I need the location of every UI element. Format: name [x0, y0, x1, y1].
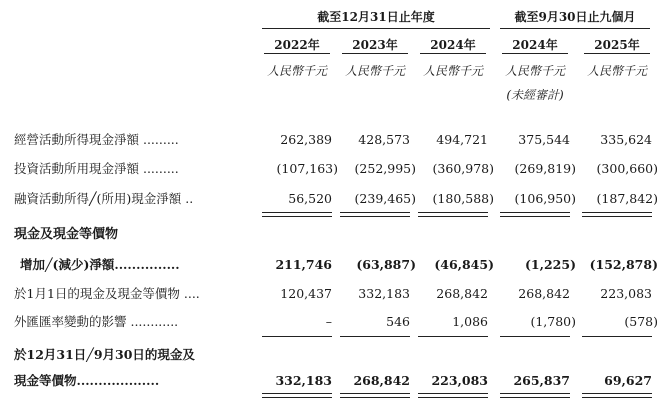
divider	[262, 393, 332, 398]
cell-2024-9m: (1,225)	[525, 257, 576, 272]
cell-2023: (252,995)	[354, 161, 416, 176]
divider	[262, 336, 332, 337]
cell-2024: 494,721	[436, 132, 488, 147]
cell-2024-9m: 265,837	[513, 373, 570, 388]
unit-label-5: 人民幣千元	[586, 64, 647, 78]
cell-2025-9m: (187,842)	[596, 191, 658, 206]
cell-2024: 1,086	[452, 314, 488, 329]
table-row	[0, 370, 660, 392]
year-header-3: 2024年	[430, 38, 476, 52]
row-label: 投資活動所用現金淨額 .........	[14, 161, 179, 176]
group-header-nine-months: 截至9月30日止九個月	[514, 10, 636, 24]
group-header-annual: 截至12月31日止年度	[317, 10, 435, 24]
unaudited-label: (未經審計)	[506, 88, 564, 102]
cell-2024: (360,978)	[432, 161, 494, 176]
cell-2022: –	[325, 314, 332, 329]
divider	[340, 393, 410, 398]
divider	[500, 393, 570, 398]
cell-2024-9m: 375,544	[518, 132, 570, 147]
cell-2023: 428,573	[358, 132, 410, 147]
divider	[418, 393, 488, 398]
year-rule-4	[502, 53, 568, 54]
year-header-1: 2022年	[274, 38, 320, 52]
cell-2024: (46,845)	[434, 257, 494, 272]
cell-2022: 262,389	[280, 132, 332, 147]
cell-2024-9m: (269,819)	[514, 161, 576, 176]
divider	[418, 336, 488, 337]
divider	[582, 393, 652, 398]
table-row	[0, 129, 660, 151]
table-row	[0, 158, 660, 180]
divider	[418, 212, 488, 217]
row-label: 外匯匯率變動的影響 ............	[14, 314, 179, 329]
cell-2022: 211,746	[275, 257, 332, 272]
divider	[500, 336, 570, 337]
cell-2024-9m: (106,950)	[514, 191, 576, 206]
table-row	[0, 188, 660, 210]
cell-2022: 56,520	[288, 191, 332, 206]
unit-label-3: 人民幣千元	[422, 64, 483, 78]
table-row	[0, 311, 660, 333]
row-label: 於1月1日的現金及現金等價物 ....	[14, 286, 200, 301]
cell-2023: 268,842	[353, 373, 410, 388]
year-header-4: 2024年	[512, 38, 558, 52]
divider	[582, 336, 652, 337]
cell-2025-9m: 69,627	[604, 373, 652, 388]
row-label: 融資活動所得╱(所用)現金淨額 ..	[14, 191, 194, 206]
table-row	[0, 283, 660, 305]
year-rule-5	[584, 53, 650, 54]
year-rule-1	[264, 53, 330, 54]
year-rule-3	[420, 53, 486, 54]
divider	[582, 212, 652, 217]
cell-2022: 332,183	[275, 373, 332, 388]
unit-label-2: 人民幣千元	[344, 64, 405, 78]
cell-2023: 332,183	[358, 286, 410, 301]
row-label: 經營活動所得現金淨額 .........	[14, 132, 179, 147]
cell-2023: 546	[386, 314, 410, 329]
cell-2022: 120,437	[280, 286, 332, 301]
divider	[262, 212, 332, 217]
year-header-5: 2025年	[594, 38, 640, 52]
unit-label-4: 人民幣千元	[504, 64, 565, 78]
cell-2024-9m: 268,842	[518, 286, 570, 301]
cell-2025-9m: (152,878)	[589, 257, 658, 272]
row-label: 增加╱(減少)淨額...............	[20, 257, 180, 272]
year-rule-2	[342, 53, 408, 54]
row-label: 現金等價物...................	[14, 373, 160, 388]
section-title: 現金及現金等價物	[14, 227, 119, 242]
cell-2024-9m: (1,780)	[530, 314, 576, 329]
divider	[500, 212, 570, 217]
cell-2023: (63,887)	[356, 257, 416, 272]
table-row	[0, 254, 660, 276]
final-label-line1: 於12月31日╱9月30日的現金及	[14, 347, 195, 362]
group-header-annual-rule	[262, 28, 490, 29]
year-header-2: 2023年	[352, 38, 398, 52]
cell-2023: (239,465)	[354, 191, 416, 206]
cell-2024: 223,083	[431, 373, 488, 388]
cell-2025-9m: (578)	[624, 314, 658, 329]
divider	[340, 212, 410, 217]
group-header-nine-months-rule	[500, 28, 650, 29]
cell-2022: (107,163)	[276, 161, 338, 176]
divider	[340, 336, 410, 337]
cell-2025-9m: 335,624	[600, 132, 652, 147]
cell-2024: (180,588)	[432, 191, 494, 206]
cell-2025-9m: (300,660)	[596, 161, 658, 176]
cell-2024: 268,842	[436, 286, 488, 301]
unit-label-1: 人民幣千元	[266, 64, 327, 78]
cell-2025-9m: 223,083	[600, 286, 652, 301]
